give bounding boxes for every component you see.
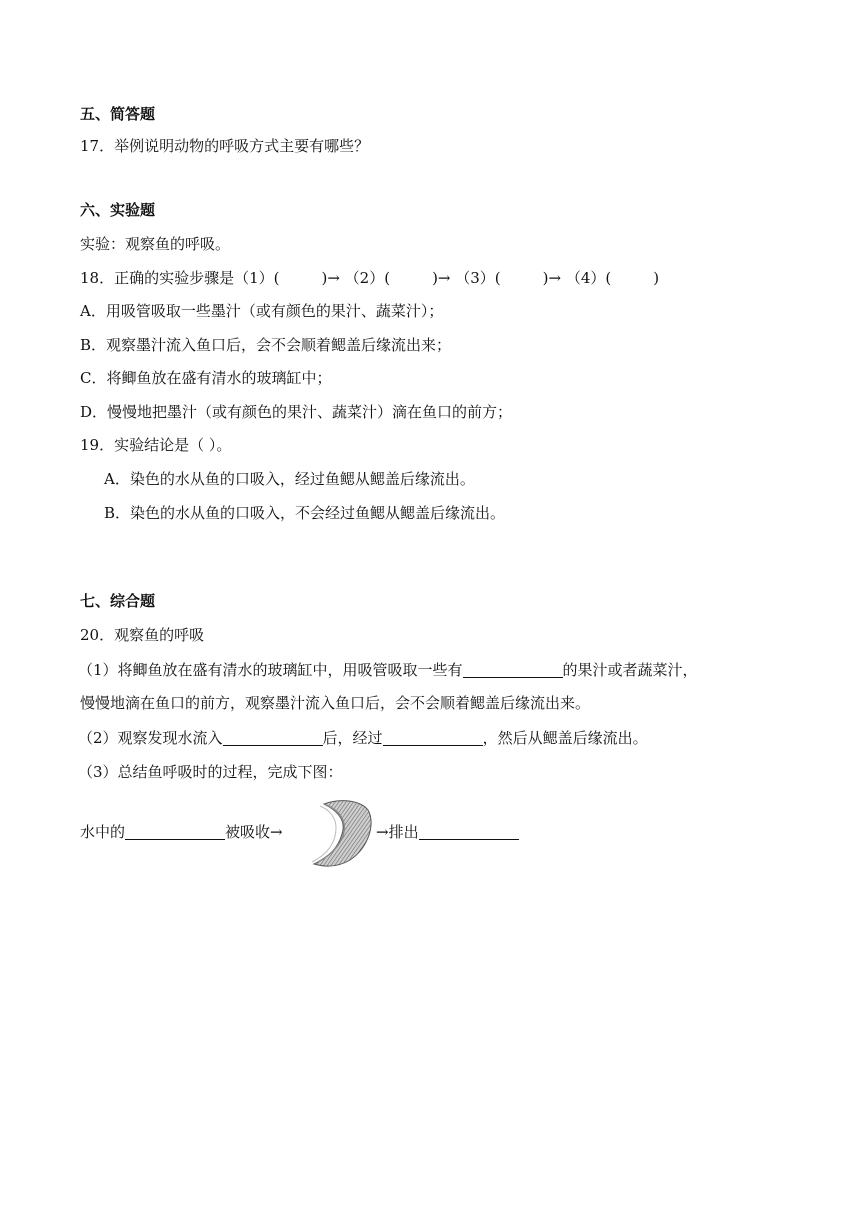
option-b: B．观察墨汁流入鱼口后，会不会顺着鳃盖后缘流出来；: [80, 336, 452, 354]
experiment-intro: 实验：观察鱼的呼吸。: [80, 235, 231, 253]
q19-option-b: B．染色的水从鱼的口吸入，不会经过鱼鳃从鳃盖后缘流出。: [104, 504, 506, 522]
diagram-right-text: [376, 822, 519, 842]
section-5-heading: 五、简答题: [80, 105, 156, 123]
q20-p1-text-b: 的果汁或者蔬菜汁，: [562, 661, 698, 679]
diagram-text-c: →排出: [376, 823, 419, 841]
q20-p1-blank: [463, 661, 563, 678]
q20-part-2: [78, 728, 648, 748]
section-6-heading: 六、实验题: [80, 201, 156, 219]
question-17: 17．举例说明动物的呼吸方式主要有哪些？: [80, 137, 370, 155]
q20-p2-blank-1: [223, 729, 323, 746]
q18-part-1: 18．正确的实验步骤是（1）(: [80, 269, 280, 287]
diagram-blank-1: [125, 823, 225, 840]
q19-option-a: A．染色的水从鱼的口吸入，经过鱼鳃从鳃盖后缘流出。: [104, 470, 475, 488]
question-20: 20．观察鱼的呼吸: [80, 626, 205, 644]
option-c: C．将鲫鱼放在盛有清水的玻璃缸中；: [80, 369, 332, 387]
q20-p2-blank-2: [383, 729, 483, 746]
q18-part-3: )→ （3）(: [432, 269, 501, 287]
q20-p1-text-a: （1）将鲫鱼放在盛有清水的玻璃缸中，用吸管吸取一些有: [78, 661, 463, 679]
q18-part-4: )→ （4）(: [542, 269, 612, 287]
diagram-text-a: 水中的: [80, 823, 126, 841]
diagram-text-b: 被吸收→: [225, 823, 283, 841]
q20-p2-text-c: ，然后从鳃盖后缘流出。: [482, 729, 648, 747]
q20-p2-text-b: 后，经过: [322, 729, 383, 747]
q18-part-5: ): [653, 269, 660, 287]
q18-part-2: )→ （2）(: [321, 269, 391, 287]
diagram-blank-2: [419, 823, 519, 840]
diagram-left-text: [80, 822, 283, 842]
question-19: 19．实验结论是（ ）。: [80, 436, 232, 454]
option-d: D．慢慢地把墨汁（或有颜色的果汁、蔬菜汁）滴在鱼口的前方；: [80, 403, 513, 421]
fish-gill-icon: [306, 796, 376, 870]
section-7-heading: 七、综合题: [80, 592, 156, 610]
q20-part-1-line-2: 慢慢地滴在鱼口的前方，观察墨汁流入鱼口后，会不会顺着鳃盖后缘流出来。: [80, 694, 591, 712]
option-a: A．用吸管吸取一些墨汁（或有颜色的果汁、蔬菜汁）；: [80, 302, 444, 320]
q20-part-1-line-1: [78, 660, 698, 680]
q20-part-3: （3）总结鱼呼吸时的过程，完成下图：: [78, 763, 343, 781]
q20-p2-text-a: （2）观察发现水流入: [78, 729, 223, 747]
question-18: [80, 268, 659, 288]
